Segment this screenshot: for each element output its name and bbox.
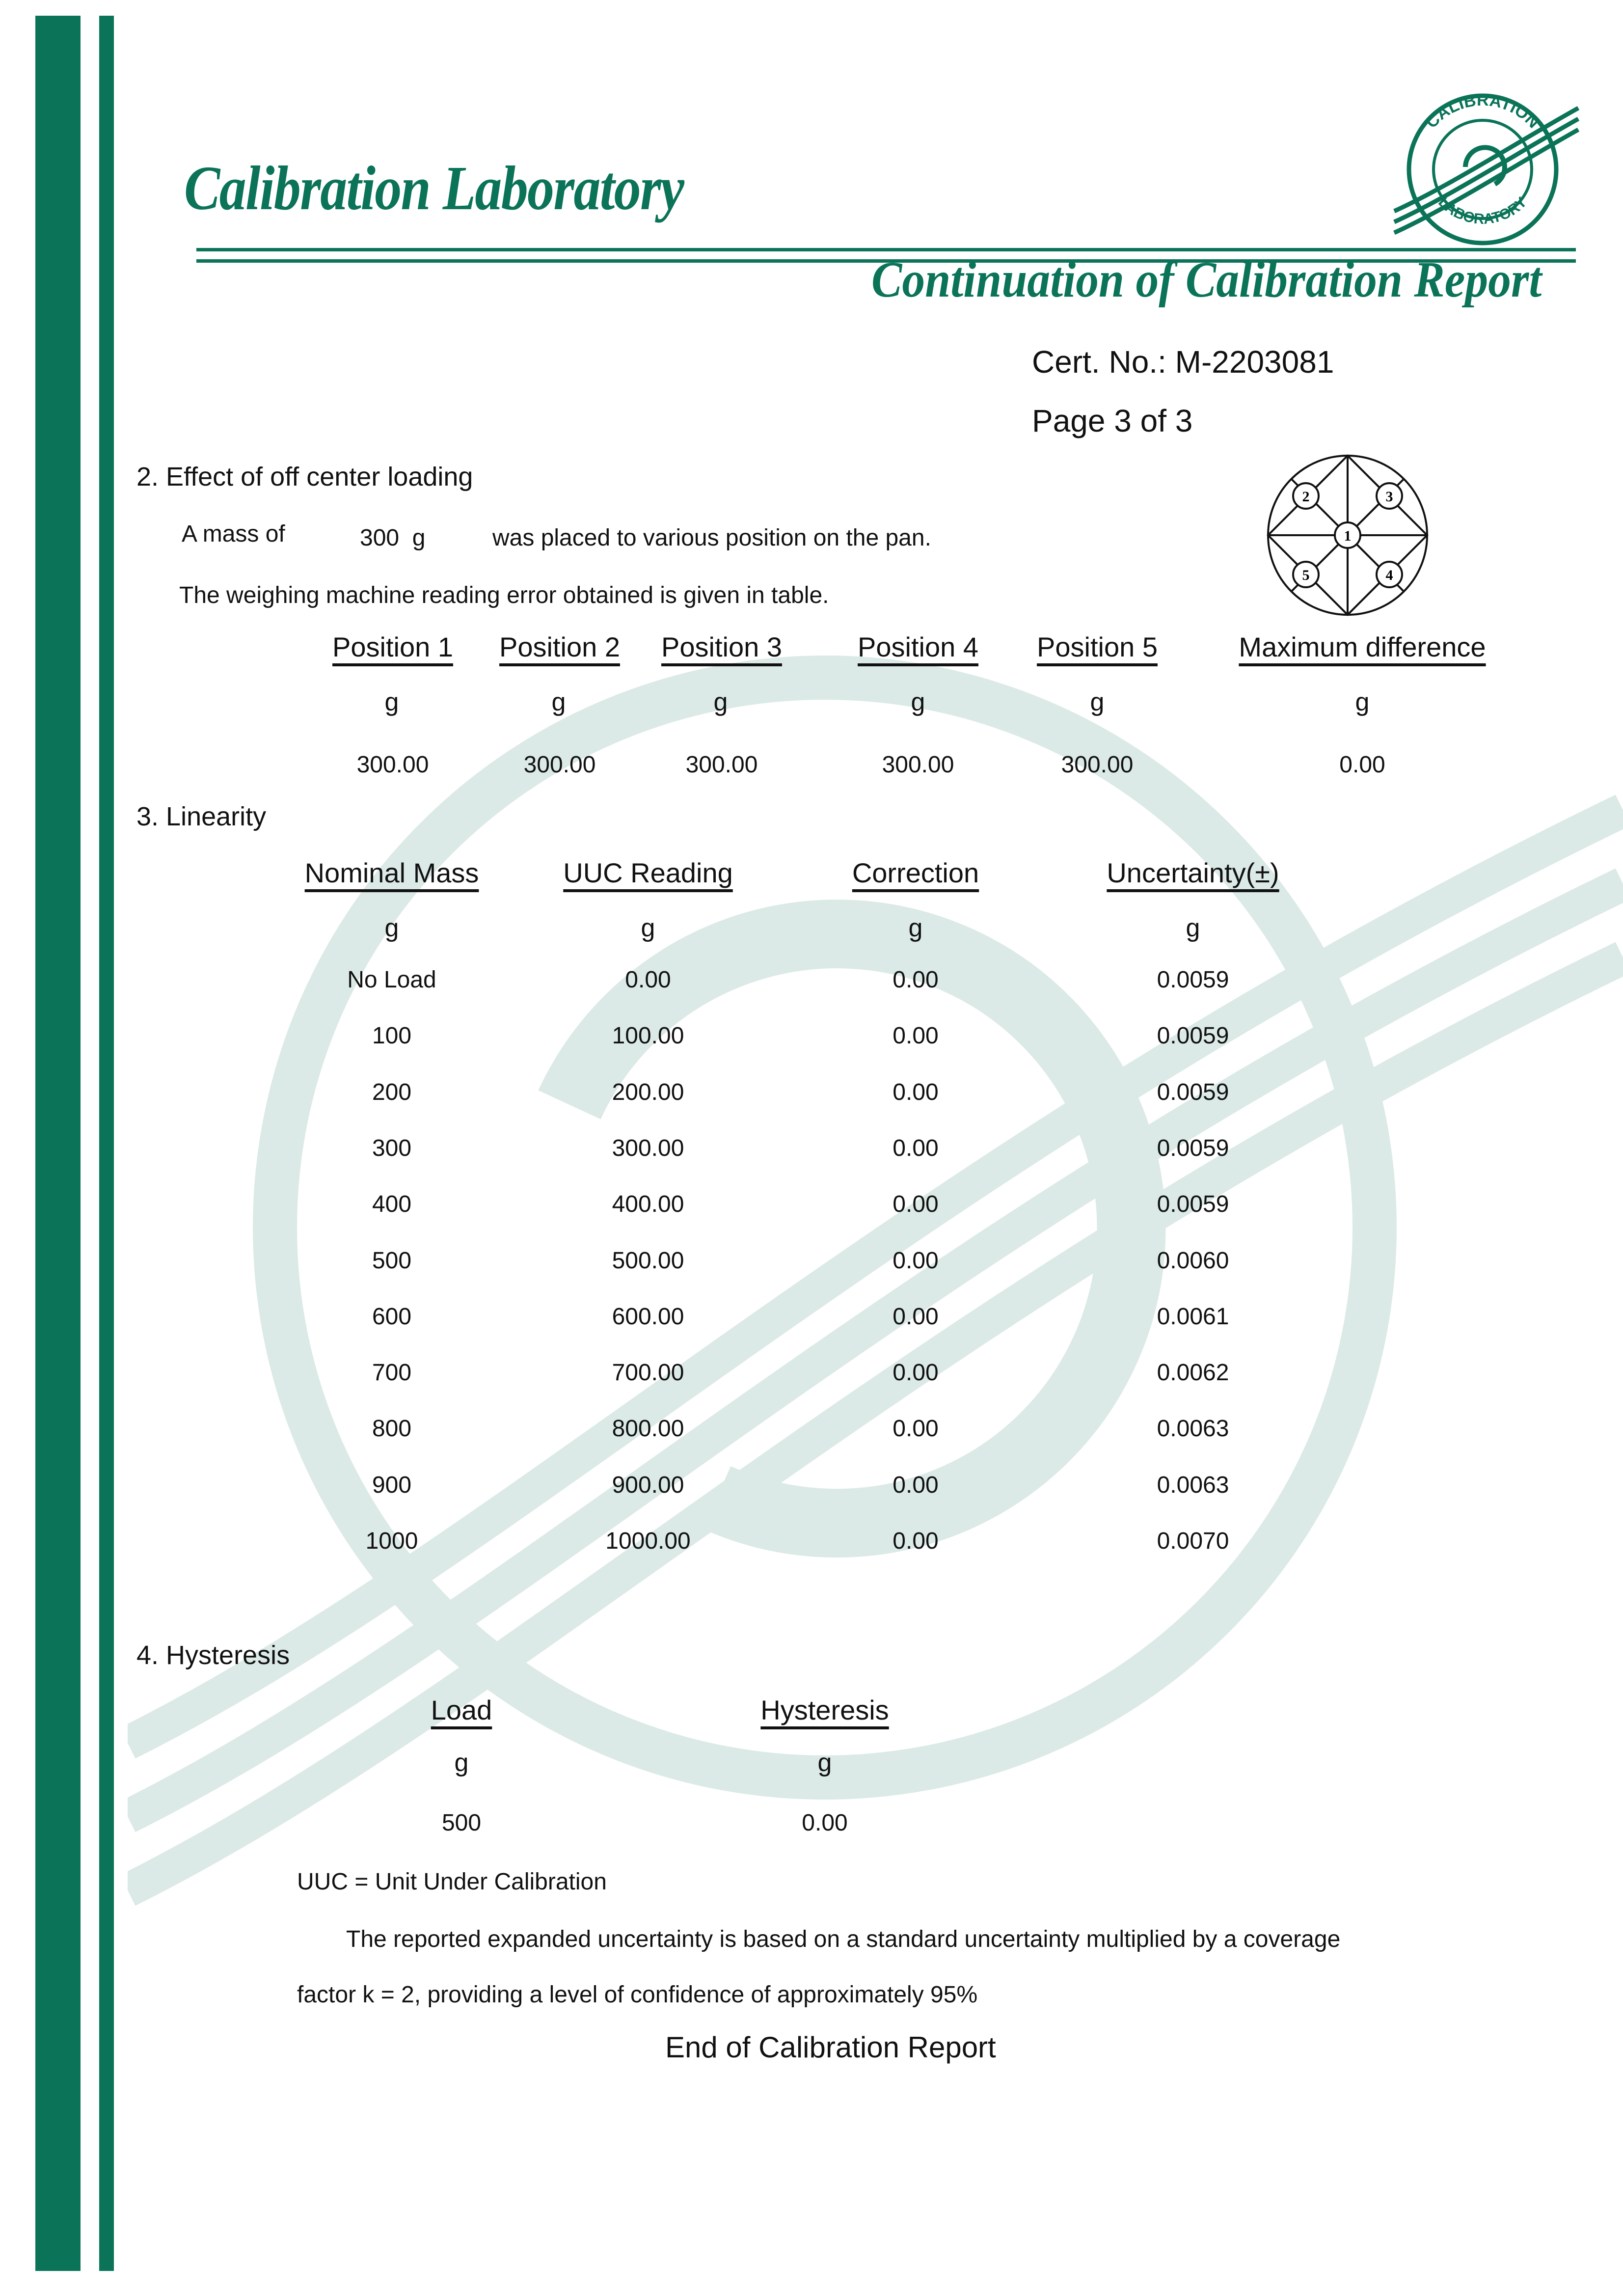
table-cell: 0.0059 [1157,1135,1229,1161]
table-cell: 200.00 [612,1079,684,1105]
table-cell: 500 [372,1248,412,1274]
table-cell: No Load [347,967,436,993]
table-cell: 0.0059 [1157,1191,1229,1217]
table-cell: 0.0059 [1157,1023,1229,1049]
certificate-number: Cert. No.: M-2203081 [1032,344,1334,380]
svg-text:LABORATORY: LABORATORY [1435,194,1530,228]
table-cell: 0.0063 [1157,1416,1229,1442]
uncertainty-statement-line1: The reported expanded uncertainty is based on a standard uncertainty multiplied by a coverage [346,1926,1341,1952]
uncertainty-statement-line2: factor k = 2, providing a level of confidence of approximately 95% [297,1982,978,2008]
pan-position-diagram-icon [1267,454,1429,616]
column-header: Position 5 [1037,631,1158,662]
unit-label: g [1355,688,1370,716]
page-indicator: Page 3 of 3 [1032,403,1193,438]
unit-label: g [454,1749,469,1777]
watermark-seal-icon [128,614,1623,1940]
table-cell: 0.00 [893,1304,939,1330]
end-of-report: End of Calibration Report [665,2031,996,2064]
section-heading-off-center: 2. Effect of off center loading [136,462,473,492]
table-cell: 300.00 [523,752,596,778]
table-cell: 300.00 [882,752,954,778]
table-cell: 1000 [365,1528,418,1554]
unit-label: g [641,914,655,942]
table-cell: 700 [372,1360,412,1386]
mass-label: A mass of [182,521,285,547]
column-header: Nominal Mass [304,857,479,888]
lab-title: Calibration Laboratory [184,153,684,223]
table-cell: 900 [372,1472,412,1498]
table-cell: 0.00 [893,1079,939,1105]
table-cell: 0.00 [893,1472,939,1498]
table-cell: 700.00 [612,1360,684,1386]
table-cell: 0.0061 [1157,1304,1229,1330]
section-heading-linearity: 3. Linearity [136,802,267,831]
table-note: The weighing machine reading error obtained is given in table. [179,582,829,608]
table-cell: 0.0063 [1157,1472,1229,1498]
unit-label: g [908,914,923,942]
column-header: Correction [852,857,979,888]
unit-label: g [911,688,925,716]
table-cell: 500 [441,1810,482,1836]
column-header: Hysteresis [760,1695,889,1725]
table-cell: 0.00 [625,967,671,993]
column-header: UUC Reading [563,857,733,888]
table-cell: 200 [372,1079,412,1105]
table-cell: 900.00 [612,1472,684,1498]
table-cell: 0.00 [893,967,939,993]
table-cell: 0.00 [893,1191,939,1217]
section-heading-hysteresis: 4. Hysteresis [136,1640,290,1670]
table-cell: 500.00 [612,1248,684,1274]
svg-text:5: 5 [1302,567,1310,583]
table-cell: 800.00 [612,1416,684,1442]
svg-text:4: 4 [1385,567,1393,583]
table-cell: 1000.00 [605,1528,691,1554]
table-cell: 800 [372,1416,412,1442]
mass-description: was placed to various position on the pan. [492,525,931,551]
table-cell: 0.0059 [1157,967,1229,993]
table-cell: 0.00 [802,1810,848,1836]
table-cell: 100 [372,1023,412,1049]
table-cell: 0.00 [893,1528,939,1554]
unit-label: g [817,1749,832,1777]
table-cell: 0.00 [893,1135,939,1161]
table-cell: 0.0062 [1157,1360,1229,1386]
report-subtitle: Continuation of Calibration Report [871,251,1542,308]
svg-text:1: 1 [1344,528,1352,544]
table-cell: 0.00 [893,1023,939,1049]
uuc-definition: UUC = Unit Under Calibration [297,1869,607,1895]
table-cell: 0.0060 [1157,1248,1229,1274]
table-cell: 0.00 [893,1360,939,1386]
table-cell: 300.00 [685,752,758,778]
table-cell: 100.00 [612,1023,684,1049]
calibration-laboratory-seal-icon [1389,88,1581,250]
left-border-bar-thin [99,16,114,2271]
table-cell: 300.00 [612,1135,684,1161]
table-cell: 0.00 [1339,752,1385,778]
svg-text:3: 3 [1385,489,1393,505]
column-header: Position 3 [661,631,782,662]
unit-label: g [551,688,566,716]
unit-label: g [1186,914,1200,942]
unit-label: g [713,688,728,716]
column-header: Maximum difference [1239,631,1486,662]
table-cell: 600 [372,1304,412,1330]
column-header: Uncertainty(±) [1107,857,1279,888]
table-cell: 300.00 [1061,752,1134,778]
unit-label: g [384,914,399,942]
svg-text:CALIBRATION: CALIBRATION [1422,90,1543,132]
table-cell: 300.00 [356,752,429,778]
column-header: Load [431,1695,492,1725]
column-header: Position 4 [858,631,978,662]
mass-value: 300 g [360,525,426,551]
table-cell: 600.00 [612,1304,684,1330]
table-cell: 400.00 [612,1191,684,1217]
table-cell: 0.00 [893,1416,939,1442]
column-header: Position 1 [332,631,453,662]
unit-label: g [384,688,399,716]
left-border-bar-thick [35,16,81,2271]
column-header: Position 2 [499,631,620,662]
table-cell: 0.00 [893,1248,939,1274]
table-cell: 0.0070 [1157,1528,1229,1554]
svg-text:2: 2 [1302,489,1310,505]
unit-label: g [1090,688,1105,716]
table-cell: 300 [372,1135,412,1161]
table-cell: 400 [372,1191,412,1217]
table-cell: 0.0059 [1157,1079,1229,1105]
